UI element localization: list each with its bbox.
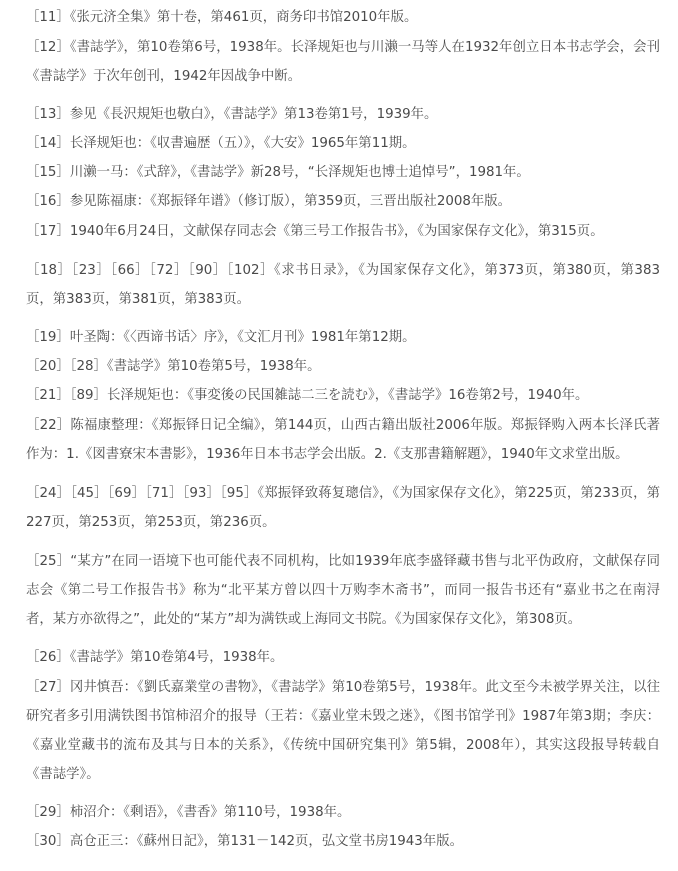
footnote-17: ［17］1940年6月24日，文献保存同志会《第三号工作报告书》，《为国家保存文化》，第315页。 bbox=[26, 224, 604, 239]
footnote-25: ［25］“某方”在同一语境下也可能代表不同机构，比如1939年底李盛铎藏书售与北平伪政府，文献保存同志会《第二号工作报告书》称为“北平某方曾以四十万购李木斋书”，而同一报告书还有“嘉业书之在南浔者，某方亦欲得之”，此处的“某方”却为满铁或上海同文书院。《为国家保存文化》，第308页。 bbox=[26, 554, 660, 627]
footnote-18-23-66-72-90-102: ［18］［23］［66］［72］［90］［102］《求书日录》，《为国家保存文化》，第373页，第380页，第383页，第383页，第381页，第383页。 bbox=[26, 263, 660, 307]
footnote-11: ［11］《张元济全集》第十卷，第461页，商务印书馆2010年版。 bbox=[26, 10, 418, 25]
footnote-13: ［13］参见《長沢規矩也敬白》，《書誌学》第13卷第1号，1939年。 bbox=[26, 107, 438, 122]
footnote-list bbox=[26, 4, 660, 855]
footnote-16: ［16］参见陈福康：《郑振铎年谱》（修订版），第359页，三晋出版社2008年版。 bbox=[26, 194, 512, 209]
footnote-15: ［15］川濑一马：《式辞》，《書誌学》新28号，“长泽规矩也博士追悼号”，1981年。 bbox=[26, 165, 530, 180]
footnote-30: ［30］高仓正三：《蘇州日記》，第131－142页，弘文堂书房1943年版。 bbox=[26, 834, 463, 849]
footnote-24-45-69-71-93-95: ［24］［45］［69］［71］［93］［95］《郑振铎致蒋复璁信》，《为国家保存文化》，第225页，第233页，第227页，第253页，第253页，第236页。 bbox=[26, 486, 660, 530]
footnote-27: ［27］冈井慎吾：《劉氏嘉業堂の書物》，《書誌学》第10卷第5号，1938年。此文至今未被学界关注，以往研究者多引用满铁图书馆柿沼介的报导（王若：《嘉业堂未毁之迷》，《图书馆学刊》1987年第3期；李庆：《嘉业堂藏书的流布及其与日本的关系》，《传统中国研究集刊》第5辑，2008年），其实这段报导转载自《書誌学》。 bbox=[26, 680, 660, 782]
footnote-21-89: ［21］［89］长泽规矩也：《事変後の民国雑誌二三を読む》，《書誌学》16卷第2号，1940年。 bbox=[26, 388, 589, 403]
footnote-12: ［12］《書誌学》，第10卷第6号，1938年。长泽规矩也与川濑一马等人在1932年创立日本书志学会，会刊《書誌学》于次年创刊，1942年因战争中断。 bbox=[26, 40, 660, 84]
footnote-22: ［22］陈福康整理：《郑振铎日记全编》，第144页，山西古籍出版社2006年版。郑振铎购入两本长泽氏著作为：1.《図書寮宋本書影》，1936年日本书志学会出版。2.《支那書籍解題》，1940年文求堂出版。 bbox=[26, 418, 660, 462]
footnote-14: ［14］长泽规矩也：《収書遍歴（五）》，《大安》1965年第11期。 bbox=[26, 136, 416, 151]
footnote-29: ［29］柿沼介：《剩语》，《書香》第110号，1938年。 bbox=[26, 805, 351, 820]
footnote-19: ［19］叶圣陶：《〈西谛书话〉序》，《文汇月刊》1981年第12期。 bbox=[26, 330, 416, 345]
footnote-26: ［26］《書誌学》第10卷第4号，1938年。 bbox=[26, 650, 284, 665]
footnote-20-28: ［20］［28］《書誌学》第10卷第5号，1938年。 bbox=[26, 359, 321, 374]
